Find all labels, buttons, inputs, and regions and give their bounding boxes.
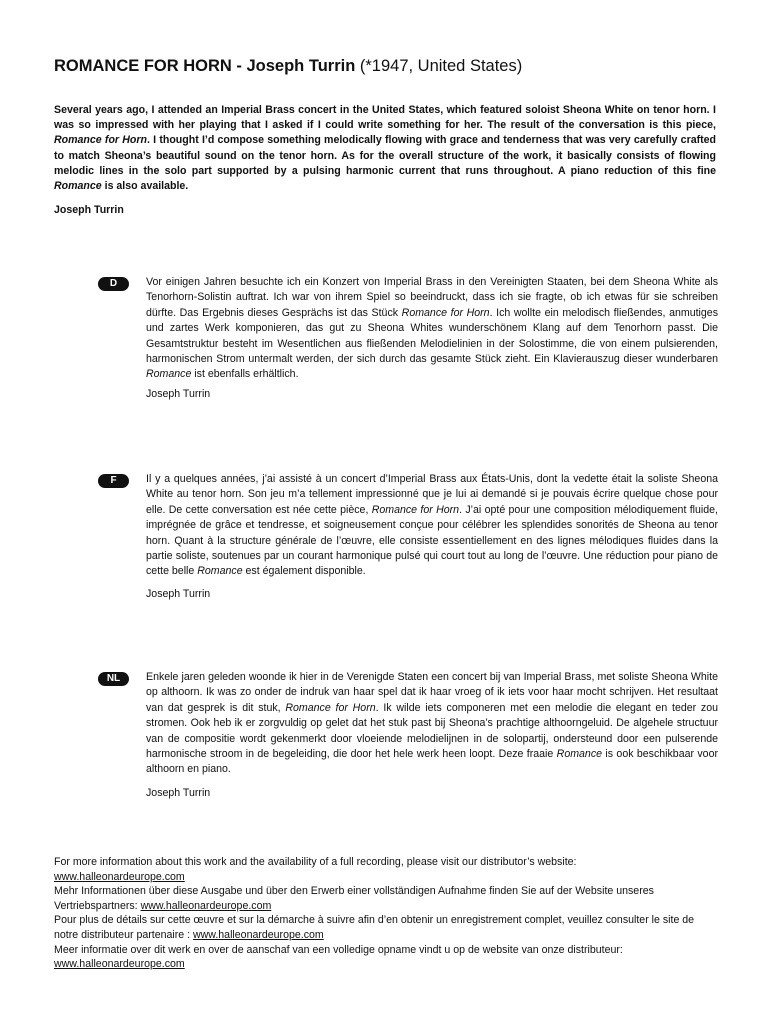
intro-signature: Joseph Turrin [54, 204, 124, 216]
intro-text-2: . I thought I’d compose something melodically flowing with grace and tenderness that was very carefully crafted to match Sheona’s beautiful sound on the tenor horn. As for the overall structure of the work, it basically consists of flowing melodic lines in the solo part supported by a pulsing harmonic current that runs throughout. A piano reduction of this fine [54, 134, 717, 177]
intro-romance: Romance [54, 180, 102, 193]
footer-nl [54, 943, 716, 972]
footer-de-link[interactable]: www.halleonardeurope.com [140, 899, 272, 912]
dutch-text-2: . Ik wilde iets componeren met een melodie die elegant en teder zou stromen. Ook heb ik er zorgvuldig op gelet dat het stuk past bij Sheona’s prachtige althoorngeluid. De algehele structuur van de compositie wordt gekenmerkt door vloeiende melodielijnen in de solopartij, ondersteund door een pulserende harmonische stroom in de begeleiding, die door het hele werk heen loopt. Deze fraaie [146, 701, 719, 761]
footer-de [54, 884, 716, 913]
german-romance: Romance [146, 368, 192, 381]
footer-nl-link[interactable]: www.halleonardeurope.com [54, 958, 185, 971]
footer-nl-text: Meer informatie over dit werk en over de aanschaf van een volledige opname vindt u op de website van onze distributeur: [54, 943, 623, 956]
dutch-romance: Romance [556, 748, 603, 761]
title-main: ROMANCE FOR HORN - Joseph Turrin [54, 57, 356, 75]
french-text [146, 472, 718, 580]
french-work-title: Romance for Horn [371, 503, 460, 516]
footer-fr-link[interactable]: www.halleonardeurope.com [192, 928, 324, 941]
french-text-2: . J’ai opté pour une composition mélodiquement fluide, imprégnée de grâce et tendresse, et soigneusement conçue pour célébrer les splendides sonorités de Sheona au tenor horn. Quant à la structure générale de l’œuvre, elle consiste essentiellement en des lignes mélodiques fluides dans la partie soliste, soutenues par un courant harmonique pulsé qui court tout au long de l’œuvre. Une réduction pour piano de cette belle [146, 503, 718, 578]
dutch-text-1: Enkele jaren geleden woonde ik hier in de Verenigde Staten een concert bij van Imperial Brass, met soliste Sheona White op althoorn. Ik was zo onder de indruk van haar spel dat ik haar vroeg of ik iets voor haar mocht schrijven. Het resultaat van dat gesprek is dit stuk, [146, 671, 718, 714]
dutch-text-3: is ook beschikbaar voor althoorn en piano. [146, 748, 718, 776]
french-text-3: est également disponible. [242, 565, 366, 578]
german-text [146, 275, 718, 383]
footer-en-text: For more information about this work and the availability of a full recording, please visit our distributor’s website: [54, 856, 577, 868]
title-subtitle: (*1947, United States) [359, 57, 523, 75]
french-text-1: Il y a quelques années, j’ai assisté à un concert d’Imperial Brass aux États-Unis, dont la vedette était la soliste Sheona White au tenor horn. Son jeu m’a tellement impressionné que je lui ai demandé si je pouvais écrire quelque chose pour elle. De cette conversation est née cette pièce, [146, 473, 718, 516]
footer-en-link[interactable]: www.halleonardeurope.com [54, 870, 185, 883]
footer-de-text: Mehr Informationen über diese Ausgabe und über den Erwerb einer vollständigen Aufnahme finden Sie auf der Website unseres Vertriebspartners: [54, 885, 654, 912]
footer-en [54, 855, 716, 884]
intro-work-title: Romance for Horn [54, 134, 147, 147]
dutch-signature: Joseph Turrin [146, 787, 211, 799]
dutch-text [146, 670, 718, 778]
footer-fr-text: Pour plus de détails sur cette œuvre et sur la démarche à suivre afin d’en obtenir un enregistrement complet, veuillez consulter le site de notre distributeur partenaire : [54, 914, 695, 941]
intro-text-3: is also available. [101, 180, 189, 193]
german-text-2: . Ich wollte ein melodisch fließendes, anmutiges und zartes Werk komponieren, das gut zu Sheona Whites wunderschönem Klang auf dem Tenorhorn passt. Die Gesamtstruktur besteht im Wesentlichen aus fließenden Melodielinien in der Solostimme, die von einem pulsierenden, harmonischen Strom untermalt werden, der sich durch das gesamte Stück zieht. Ein Klavierauszug dieser wunderbaren [146, 306, 718, 366]
german-text-3: ist ebenfalls erhältlich. [191, 368, 299, 381]
language-badge-de: D [98, 277, 129, 291]
document-page [54, 0, 719, 1024]
english-intro [54, 103, 716, 194]
distributor-footer [54, 855, 716, 972]
dutch-work-title: Romance for Horn [285, 701, 376, 714]
german-work-title: Romance for Horn [401, 306, 490, 319]
french-romance: Romance [197, 565, 243, 578]
footer-fr [54, 913, 716, 942]
french-signature: Joseph Turrin [146, 588, 211, 600]
german-text-1: Vor einigen Jahren besuchte ich ein Konzert von Imperial Brass in den Vereinigten Staaten, bei dem Sheona White als Tenorhorn-Solistin auftrat. Ich war von ihrem Spiel so beeindruckt, dass ich sie fragte, ob ich etwas für sie schreiben dürfte. Das Ergebnis dieses Gesprächs ist das Stück [146, 276, 718, 319]
german-signature: Joseph Turrin [146, 388, 211, 400]
language-badge-fr: F [98, 474, 129, 488]
intro-text-1: Several years ago, I attended an Imperial Brass concert in the United States, which featured soloist Sheona White on tenor horn. I was so impressed with her playing that I asked if I could write something for her. The result of the conversation is this piece, [54, 104, 716, 132]
language-badge-nl: NL [98, 672, 129, 686]
page-title [54, 55, 716, 77]
